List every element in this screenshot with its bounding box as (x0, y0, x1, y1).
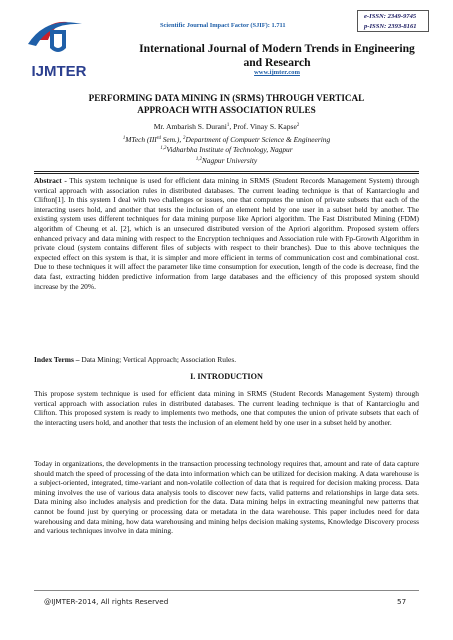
intro-paragraph-1: This propose system technique is used for efficient data mining in SRMS (Student Records Management System) through vertical approach with association rules in distributed databases. The current leading technique is that of Kantarcioglu and Clifton. This proposed system is ready to implements two methods, one that computes the union of private subsets that each of the interacting users hold, and another that tests the inclusion of an element held by one user in a subset held by another. (34, 389, 419, 427)
journal-title-line2: and Research (243, 56, 311, 69)
divider (34, 171, 419, 172)
logo-wordmark: IJMTER (31, 63, 87, 80)
affil2-sup: 1,2 (160, 146, 167, 152)
affil3-text: Nagpur University (201, 155, 258, 165)
index-terms-text: Data Mining; Vertical Approach; Association Rules. (79, 355, 237, 364)
affiliation-line3 (40, 156, 413, 166)
authors (40, 121, 413, 132)
author-1: Mr. Ambarish S. Durani (153, 122, 227, 131)
abstract-text: This system technique is used for efficient data mining in SRMS (Student Records Management System) through vertical approach with association rules in distributed databases. The current leading technique is that of Kantarcioglu and Clifton[1]. In this system I deal with two challenges or issues, one that computes the union of private subsets that each of the interacting users hold, and another that tests the inclusion of an element held by one user in a subset held by another. The existing system uses different techniques for data mining purpose like Apriori algorithm. The Fast Distributed Mining (FDM) algorithm of Cheung et al. [2], which is an unsecured distributed version of the Apriori algorithm. Proposed system offers enhanced privacy and data mining with respect to the Encryption techniques and Association rule with Fp-Growth Algorithm in private cloud (system contains different files of subjects with respect to their branches). Due to this above techniques the expected effect on this system is that, it is simpler and more efficient in terms of communication cost and combinational cost. Due to these techniques it will affect the parameter like time consumption for execution, length of the code is decrease, find the data fast, extracting hidden predictive information from large databases and the efficiency of this proposed system should increase by the 20%. (34, 176, 420, 291)
journal-logo (16, 14, 102, 80)
author-2-sup: 2 (296, 123, 300, 128)
affil1-sup: 1 (122, 136, 126, 141)
author-2: Prof. Vinay S. Kapse (233, 122, 297, 131)
affil1-c: Department of Compuetr Science & Engineering (185, 135, 331, 144)
issn-box (357, 10, 429, 32)
abstract-label: Abstract - (34, 176, 67, 185)
affil3-sup: 1,2 (195, 156, 202, 162)
footer-copyright: @IJMTER-2014, All rights Reserved (44, 597, 169, 606)
author-separator: , (229, 122, 234, 131)
index-terms-label: Index Terms – (34, 355, 80, 364)
journal-title (112, 42, 442, 70)
eissn: e-ISSN: 2349-9745 (364, 13, 417, 20)
footer-divider (34, 590, 419, 591)
paper-title-line2: APPROACH WITH ASSOCIATION RULES (137, 105, 316, 115)
affil1-rd: rd (156, 136, 161, 141)
intro-paragraph-2: Today in organizations, the developments in the transaction processing technology requires that, amount and rate of data capture should match the speed of processing of the data into information which can be utilized for decision making. A data warehouse is a subject-oriented, integrated, time-variant and non-volatile collection of data that is required for decision making process. Data mining involves the use of various data analysis tools to discover new facts, valid patterns and relationships in large data sets. Data mining also includes analysis and prediction for the data. Data mining helps in extracting meaningful new patterns that cannot be found just by querying or processing data or metadata in the data warehouse. This paper includes need for data warehousing and data mining, how data warehousing and mining helps decision making systems, Knowledge Discovery process and various techniques involve in data mining. (34, 459, 419, 536)
page-number: 57 (397, 597, 407, 606)
journal-logo-graphic (16, 14, 102, 80)
paper-title-line1: PERFORMING DATA MINING IN (SRMS) THROUGH VERTICAL (88, 93, 365, 103)
index-terms (34, 355, 419, 365)
affil2-text: Vidharbha Institute of Technology, Nagpur (166, 145, 293, 155)
impact-factor: Scientific Journal Impact Factor (SJIF): 1.711 (160, 22, 286, 29)
author-1-sup: 1 (226, 123, 230, 128)
journal-title-line1: International Journal of Modern Trends in Engineering (139, 42, 415, 55)
affiliation-line2 (40, 145, 413, 155)
journal-url[interactable]: www.ijmter.com (254, 69, 300, 76)
divider-thin (34, 173, 419, 174)
pissn: p-ISSN: 2393-8161 (364, 23, 417, 30)
affil1-a: MTech (III (125, 135, 157, 144)
affiliations (40, 135, 413, 166)
affil1-b: Sem.), (160, 135, 184, 144)
section-heading-introduction: I. INTRODUCTION (190, 372, 263, 381)
affil1-sup2: 2 (183, 136, 186, 141)
abstract (34, 176, 419, 291)
affiliation-line1 (40, 135, 413, 145)
paper-title (40, 92, 413, 116)
